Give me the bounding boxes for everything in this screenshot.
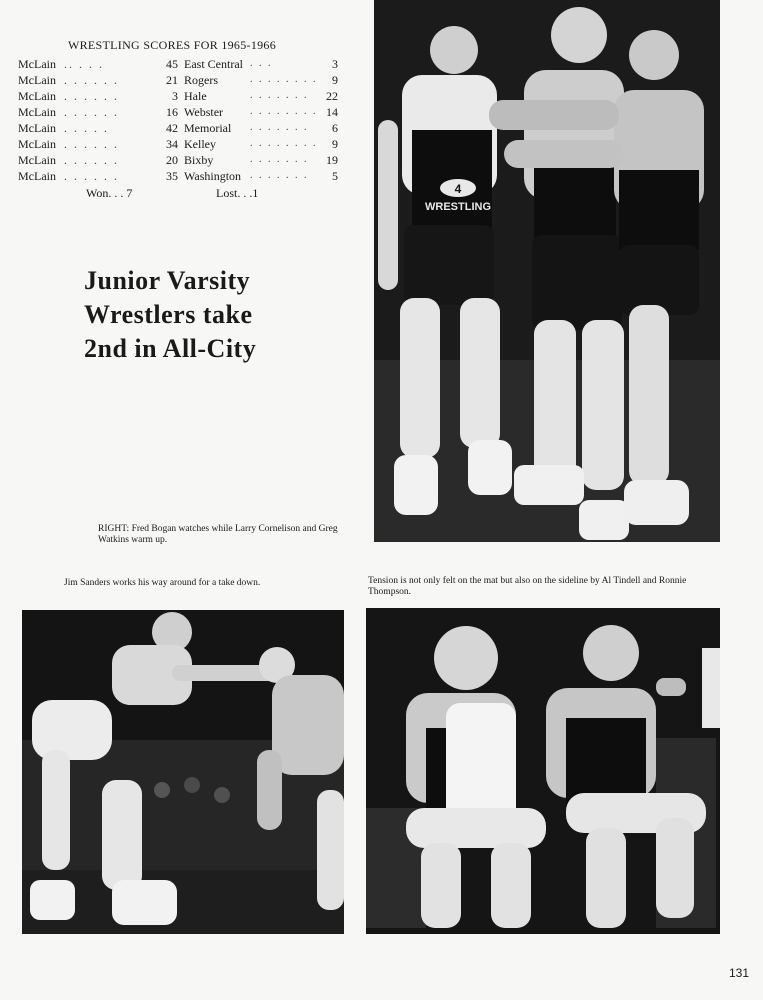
- leader-dots: . . . . . . . .: [250, 138, 318, 149]
- headline-line-3: 2nd in All-City: [84, 334, 257, 363]
- mclain-score: 45: [166, 57, 178, 71]
- team: McLain: [18, 105, 56, 119]
- mclain-score: 3: [172, 89, 178, 103]
- caption-sideline: Tension is not only felt on the mat but also on the sideline by Al Tindell and Ronnie Thompson.: [368, 576, 687, 597]
- opponent-score: 22: [326, 89, 338, 103]
- leader-dots: . . . . . . .: [250, 170, 309, 181]
- leader-dots: . . . . . .: [64, 105, 119, 119]
- leader-dots: . . . . . .: [64, 89, 119, 103]
- page-number: 131: [729, 966, 750, 980]
- lost-total: Lost. . .1: [216, 186, 259, 200]
- mclain-score: 42: [166, 121, 178, 135]
- score-row: [18, 56, 343, 72]
- leader-dots: .. . . .: [64, 57, 104, 71]
- score-row: [18, 88, 343, 104]
- score-row: [18, 72, 343, 88]
- mclain-score: 34: [166, 137, 178, 151]
- won-total: Won. . . 7: [86, 186, 133, 200]
- score-row: [18, 104, 343, 120]
- jersey-number-4: 4: [454, 182, 462, 196]
- headline-line-1: Junior Varsity: [84, 266, 251, 295]
- team: McLain: [18, 73, 56, 87]
- photo-takedown: [22, 610, 344, 934]
- team: McLain: [18, 169, 56, 183]
- opponent-score: 6: [332, 121, 338, 135]
- opponent: Memorial: [184, 121, 232, 135]
- leader-dots: . . . . . .: [64, 169, 119, 183]
- photo-sideline: [366, 608, 720, 934]
- leader-dots: . . . . . . .: [250, 90, 309, 101]
- leader-dots: . . . . .: [64, 121, 109, 135]
- score-row: [18, 168, 343, 184]
- leader-dots: . . . . . .: [64, 73, 119, 87]
- score-row: [18, 152, 343, 168]
- team: McLain: [18, 121, 56, 135]
- opponent: Kelley: [184, 137, 216, 151]
- leader-dots: . . . . . . . .: [250, 74, 318, 85]
- leader-dots: . . . . . . .: [250, 154, 309, 165]
- scores-title: WRESTLING SCORES FOR 1965-1966: [68, 38, 277, 52]
- leader-dots: . . . . . .: [64, 153, 119, 167]
- leader-dots: . . . . . .: [64, 137, 119, 151]
- opponent-score: 14: [326, 105, 338, 119]
- mclain-score: 35: [166, 169, 178, 183]
- team: McLain: [18, 137, 56, 151]
- photo-warmup: [374, 0, 720, 542]
- caption-takedown: Jim Sanders works his way around for a take down.: [64, 578, 261, 588]
- opponent: East Central: [184, 57, 243, 71]
- leader-dots: . . . . . . . .: [250, 106, 318, 117]
- team: McLain: [18, 57, 56, 71]
- team: McLain: [18, 153, 56, 167]
- jersey-wrestling-text: WRESTLING: [425, 201, 491, 213]
- caption-warmup: RIGHT: Fred Bogan watches while Larry Cornelison and Greg Watkins warm up.: [98, 524, 338, 545]
- mclain-score: 20: [166, 153, 178, 167]
- opponent-score: 5: [332, 169, 338, 183]
- mclain-score: 21: [166, 73, 178, 87]
- team: McLain: [18, 89, 56, 103]
- opponent: Webster: [184, 105, 224, 119]
- opponent-score: 19: [326, 153, 338, 167]
- score-row: [18, 136, 343, 152]
- opponent-score: 9: [332, 137, 338, 151]
- opponent-score: 3: [332, 57, 338, 71]
- score-row: [18, 120, 343, 136]
- opponent: Hale: [184, 89, 207, 103]
- headline-line-2: Wrestlers take: [84, 300, 253, 329]
- leader-dots: . . . . . . .: [250, 122, 309, 133]
- mclain-score: 16: [166, 105, 178, 119]
- opponent: Bixby: [184, 153, 214, 167]
- opponent: Washington: [184, 169, 242, 183]
- headline: [84, 264, 324, 366]
- opponent-score: 9: [332, 73, 338, 87]
- leader-dots: . . .: [250, 58, 273, 69]
- opponent: Rogers: [184, 73, 218, 87]
